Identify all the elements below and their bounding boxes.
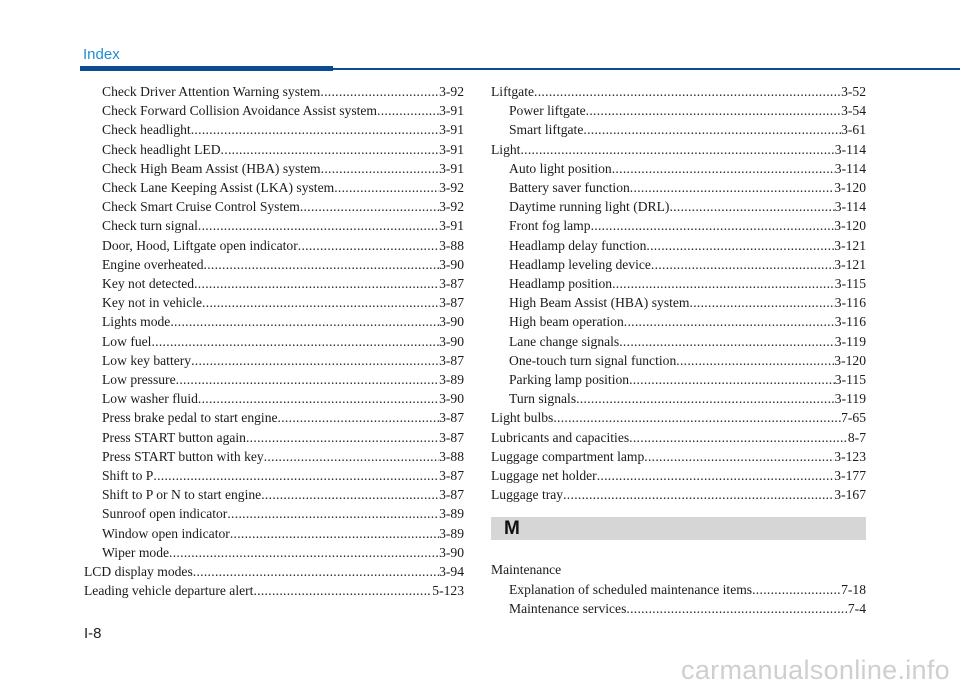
index-column-left	[84, 82, 464, 600]
entry-text: Lubricants and capacities	[491, 429, 630, 445]
index-entry	[491, 580, 866, 599]
dot-leader	[586, 101, 841, 120]
entry-text: Daytime running light (DRL)	[509, 199, 670, 215]
entry-page: 3-114	[834, 141, 866, 157]
section-header-m	[491, 517, 866, 540]
entry-text: Engine overheated	[102, 256, 204, 272]
entry-page: 3-90	[439, 256, 464, 272]
index-entry	[84, 101, 464, 120]
dot-leader	[669, 197, 834, 216]
dot-leader	[227, 504, 439, 523]
dot-leader	[198, 389, 439, 408]
entry-text: Press brake pedal to start engine	[102, 410, 278, 426]
dot-leader	[300, 197, 439, 216]
entry-text: Luggage net holder	[491, 468, 597, 484]
entry-text: Low pressure	[102, 372, 176, 388]
dot-leader	[612, 274, 835, 293]
entry-page: 3-120	[834, 218, 866, 234]
entry-page: 3-91	[439, 122, 464, 138]
entry-text: Check Forward Collision Avoidance Assist system	[102, 103, 378, 119]
dot-leader	[153, 466, 439, 485]
entry-page: 3-54	[841, 103, 866, 119]
dot-leader	[629, 428, 848, 447]
entry-text: Low fuel	[102, 333, 152, 349]
dot-leader	[264, 447, 439, 466]
entry-text: Key not detected	[102, 276, 195, 292]
dot-leader	[204, 255, 440, 274]
dot-leader	[176, 370, 439, 389]
entry-page: 3-92	[439, 84, 464, 99]
index-entry	[491, 101, 866, 120]
entry-page: 3-92	[439, 180, 464, 196]
dot-leader	[261, 485, 439, 504]
dot-leader	[644, 447, 834, 466]
entry-page: 7-18	[841, 581, 866, 597]
index-entry	[491, 274, 866, 293]
entry-page: 3-94	[439, 564, 464, 580]
entry-page: 3-115	[834, 276, 866, 292]
entry-text: Lights mode	[102, 314, 171, 330]
dot-leader	[676, 351, 834, 370]
dot-leader	[194, 274, 439, 293]
dot-leader	[246, 428, 439, 447]
index-entry	[84, 140, 464, 159]
entry-page: 3-121	[834, 237, 866, 253]
entry-page: 3-116	[834, 295, 866, 311]
entry-page: 3-52	[841, 84, 866, 99]
entry-text: Low key battery	[102, 352, 192, 368]
index-entry	[491, 312, 866, 331]
dot-leader	[629, 370, 835, 389]
dot-leader	[520, 140, 834, 159]
entry-text: Front fog lamp	[509, 218, 591, 234]
index-entry	[84, 216, 464, 235]
entry-text: Parking lamp position	[509, 372, 630, 388]
entry-text: Window open indicator	[102, 525, 230, 541]
entry-page: 3-116	[834, 314, 866, 330]
entry-page: 3-87	[439, 468, 464, 484]
entry-page: 3-89	[439, 372, 464, 388]
index-entry	[84, 389, 464, 408]
index-entry	[84, 82, 464, 101]
entry-page: 3-167	[834, 487, 866, 503]
entry-page: 7-4	[847, 600, 866, 616]
dot-leader	[191, 351, 439, 370]
entry-page: 3-91	[439, 141, 464, 157]
entry-page: 3-115	[834, 372, 866, 388]
dot-leader	[612, 159, 835, 178]
index-column-right	[491, 82, 866, 618]
index-entry	[491, 332, 866, 351]
dot-leader	[583, 120, 841, 139]
entry-text: Battery saver function	[509, 180, 630, 196]
entry-page: 3-114	[834, 199, 866, 215]
index-entry	[491, 140, 866, 159]
dot-leader	[198, 216, 439, 235]
section-letter: M	[504, 518, 520, 540]
index-entry	[491, 178, 866, 197]
index-entry	[84, 197, 464, 216]
dot-leader	[321, 159, 439, 178]
entry-page: 3-120	[834, 180, 866, 196]
index-entry	[84, 312, 464, 331]
index-entry	[84, 274, 464, 293]
index-entry	[84, 408, 464, 427]
entry-text: One-touch turn signal function	[509, 352, 677, 368]
entry-text: Maintenance services	[509, 600, 627, 616]
dot-leader	[221, 140, 440, 159]
index-entry	[491, 197, 866, 216]
entry-page: 3-90	[439, 333, 464, 349]
entry-text: High beam operation	[509, 314, 624, 330]
index-entry	[491, 560, 866, 579]
header-rule-thick	[80, 66, 333, 71]
dot-leader	[298, 236, 439, 255]
dot-leader	[151, 332, 439, 351]
entry-page: 3-87	[439, 352, 464, 368]
index-entry	[84, 236, 464, 255]
entry-text: Lane change signals	[509, 333, 620, 349]
entry-page: 3-120	[834, 352, 866, 368]
entry-page: 3-91	[439, 160, 464, 176]
dot-leader	[646, 236, 834, 255]
dot-leader	[597, 466, 835, 485]
index-entry	[491, 485, 866, 504]
index-entry	[84, 370, 464, 389]
entry-text: Turn signals	[509, 391, 577, 407]
index-entry	[84, 447, 464, 466]
index-entry	[84, 504, 464, 523]
index-entry	[491, 216, 866, 235]
entry-text: Headlamp leveling device	[509, 256, 651, 272]
entry-page: 3-119	[834, 333, 866, 349]
entry-page: 3-89	[439, 506, 464, 522]
entry-page: 3-92	[439, 199, 464, 215]
index-entry	[84, 178, 464, 197]
dot-leader	[619, 332, 835, 351]
entry-text: Check High Beam Assist (HBA) system	[102, 160, 321, 176]
entry-page: 3-88	[439, 448, 464, 464]
entry-page: 3-91	[439, 218, 464, 234]
entry-text: Liftgate	[491, 84, 535, 99]
index-entry	[491, 428, 866, 447]
index-entry	[491, 236, 866, 255]
entry-text: Auto light position	[509, 160, 612, 176]
dot-leader	[624, 312, 835, 331]
entry-text: Leading vehicle departure alert	[84, 583, 254, 599]
index-entry	[491, 466, 866, 485]
entry-page: 8-7	[847, 429, 866, 445]
entry-text: Luggage compartment lamp	[491, 448, 645, 464]
dot-leader	[230, 524, 439, 543]
entry-page: 3-87	[439, 487, 464, 503]
entry-text: Key not in vehicle	[102, 295, 203, 311]
entry-page: 3-87	[439, 429, 464, 445]
index-entry	[84, 428, 464, 447]
index-entry	[491, 408, 866, 427]
entry-text: Check Driver Attention Warning system	[102, 84, 321, 99]
entry-text: Check Smart Cruise Control System	[102, 199, 300, 215]
index-entry	[84, 120, 464, 139]
entry-text: Check headlight LED	[102, 141, 221, 157]
dot-leader	[690, 293, 835, 312]
index-entry	[84, 562, 464, 581]
index-entry	[84, 543, 464, 562]
dot-leader	[752, 580, 841, 599]
entry-page: 3-177	[834, 468, 866, 484]
entry-text: Headlamp delay function	[509, 237, 647, 253]
index-entry	[491, 293, 866, 312]
entry-text: Check headlight	[102, 122, 191, 138]
index-entry	[84, 351, 464, 370]
index-entry	[84, 485, 464, 504]
entry-page: 3-87	[439, 410, 464, 426]
entry-page: 5-123	[432, 583, 464, 599]
entry-page: 3-90	[439, 314, 464, 330]
entry-text: Door, Hood, Liftgate open indicator	[102, 237, 298, 253]
index-entry	[491, 389, 866, 408]
index-title: Index	[83, 46, 120, 63]
index-entry	[491, 255, 866, 274]
dot-leader	[169, 543, 439, 562]
entry-text: Wiper mode	[102, 544, 170, 560]
index-entry	[491, 370, 866, 389]
entry-text: Press START button again	[102, 429, 246, 445]
entry-page: 3-90	[439, 391, 464, 407]
entry-page: 3-114	[834, 160, 866, 176]
entry-page: 3-87	[439, 295, 464, 311]
index-entry	[84, 581, 464, 600]
index-entry	[491, 447, 866, 466]
index-entry	[84, 255, 464, 274]
entry-page: 3-123	[834, 448, 866, 464]
entry-text: Light	[491, 141, 521, 157]
index-entry	[491, 599, 866, 618]
dot-leader	[193, 562, 439, 581]
index-entry	[84, 332, 464, 351]
entry-text: Low washer fluid	[102, 391, 198, 407]
index-entry	[84, 524, 464, 543]
dot-leader	[334, 178, 439, 197]
header-rule-thin	[333, 68, 960, 70]
page-number: I-8	[84, 625, 102, 642]
dot-leader	[591, 216, 835, 235]
dot-leader	[278, 408, 440, 427]
index-entry	[84, 293, 464, 312]
entry-text: Luggage tray	[491, 487, 564, 503]
entry-page: 3-89	[439, 525, 464, 541]
dot-leader	[563, 485, 834, 504]
entry-text: Maintenance	[491, 562, 562, 578]
dot-leader	[576, 389, 835, 408]
entry-page: 3-90	[439, 544, 464, 560]
entry-text: Smart liftgate	[509, 122, 584, 138]
entry-text: High Beam Assist (HBA) system	[509, 295, 690, 311]
entry-page: 3-88	[439, 237, 464, 253]
entry-text: Sunroof open indicator	[102, 506, 228, 522]
entry-text: Headlamp position	[509, 276, 613, 292]
index-entry	[491, 120, 866, 139]
entry-page: 3-87	[439, 276, 464, 292]
index-entry	[491, 82, 866, 101]
entry-text: LCD display modes	[84, 564, 193, 580]
index-entry	[84, 159, 464, 178]
dot-leader	[202, 293, 439, 312]
dot-leader	[553, 408, 841, 427]
dot-leader	[253, 581, 432, 600]
dot-leader	[377, 101, 439, 120]
dot-leader	[320, 82, 439, 101]
index-entry	[84, 466, 464, 485]
watermark-text: carmanualsonline.info	[681, 655, 950, 685]
entry-page: 7-65	[841, 410, 866, 426]
dot-leader	[651, 255, 834, 274]
entry-text: Power liftgate	[509, 103, 586, 119]
index-entry	[491, 351, 866, 370]
entry-page: 3-119	[834, 391, 866, 407]
dot-leader	[630, 178, 834, 197]
entry-text: Press START button with key	[102, 448, 264, 464]
dot-leader	[626, 599, 847, 618]
entry-page: 3-61	[841, 122, 866, 138]
entry-text: Shift to P	[102, 468, 154, 484]
entry-text: Shift to P or N to start engine	[102, 487, 262, 503]
dot-leader	[534, 82, 841, 101]
entry-page: 3-121	[834, 256, 866, 272]
entry-text: Check turn signal	[102, 218, 198, 234]
entry-text: Check Lane Keeping Assist (LKA) system	[102, 180, 335, 196]
index-entry	[491, 159, 866, 178]
entry-text: Light bulbs	[491, 410, 554, 426]
entry-text: Explanation of scheduled maintenance items	[509, 581, 753, 597]
dot-leader	[170, 312, 439, 331]
entry-page: 3-91	[439, 103, 464, 119]
dot-leader	[191, 120, 439, 139]
